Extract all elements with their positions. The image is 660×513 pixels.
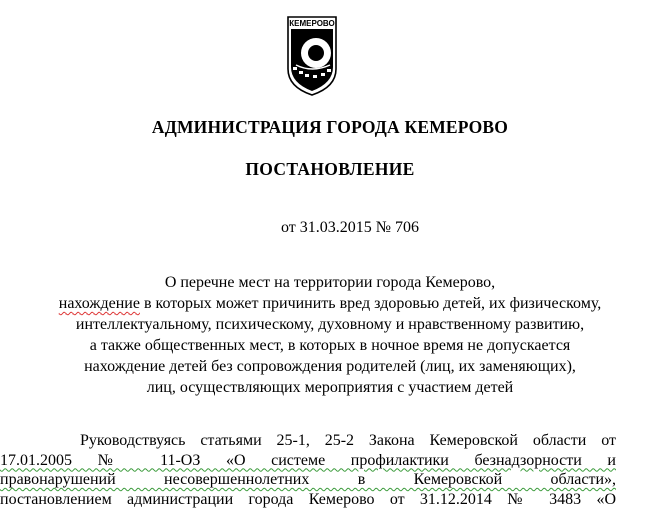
subject-line	[0, 293, 660, 314]
document-body	[0, 431, 616, 509]
body-line: 17.01.2005 № 11-ОЗ «О системе профилактики безнадзорности и	[0, 451, 616, 469]
document-date: от 31.03.2015 № 706	[280, 219, 420, 236]
document-subject	[0, 272, 660, 398]
body-line: правонарушений несовершеннолетних в Кемеровской области»,	[0, 471, 616, 488]
subject-line: интеллектуальному, психическому, духовному и нравственному развитию,	[75, 316, 585, 333]
emblem-label: КЕМЕРОВО	[289, 19, 335, 28]
subject-line: лиц, осуществляющих мероприятия с участием детей	[146, 379, 514, 396]
subject-line: а также общественных мест, в которых в ночное время не допускается	[89, 337, 571, 354]
subject-line-rest: в которых может причинить вред здоровью детей, их физическому,	[139, 295, 602, 312]
spellcheck-underlined-word: нахождение	[58, 295, 140, 312]
organization-title: АДМИНИСТРАЦИЯ ГОРОДА КЕМЕРОВО	[151, 117, 509, 137]
document-type: ПОСТАНОВЛЕНИЕ	[245, 159, 415, 179]
body-line: постановлением администрации города Кемерово от 31.12.2014 № 3483 «О	[0, 490, 616, 508]
kemerovo-coat-of-arms-icon	[286, 15, 338, 97]
body-line: Руководствуясь статьями 25-1, 25-2 Закона Кемеровской области от	[80, 432, 616, 449]
city-emblem	[286, 15, 338, 97]
subject-line: нахождение детей без сопровождения родителей (лиц, их заменяющих),	[84, 358, 576, 375]
subject-line: О перечне мест на территории города Кемерово,	[164, 274, 496, 291]
